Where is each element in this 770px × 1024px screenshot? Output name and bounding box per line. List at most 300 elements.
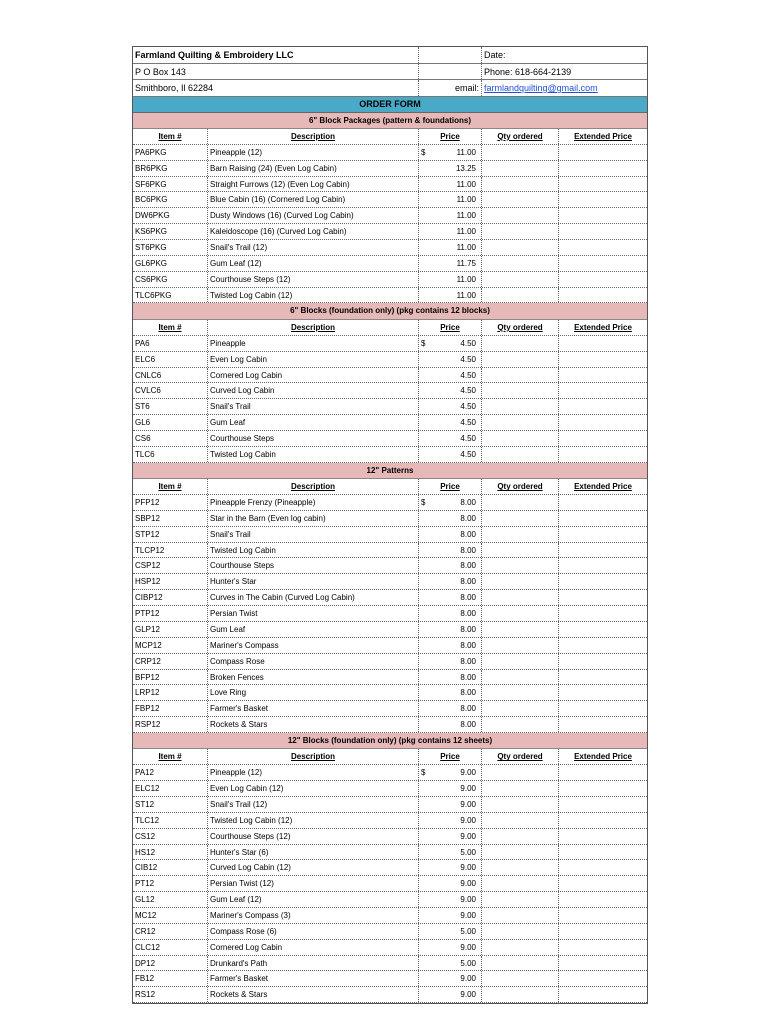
qty-ordered-input[interactable] xyxy=(482,527,559,542)
extended-price-cell xyxy=(559,543,647,558)
description-cell: Drunkard's Path xyxy=(208,956,419,971)
item-number-cell: CVLC6 xyxy=(133,383,208,398)
description-cell: Courthouse Steps xyxy=(208,558,419,573)
extended-price-cell xyxy=(559,876,647,891)
price-cell xyxy=(419,971,482,986)
order-form-banner: ORDER FORM xyxy=(133,97,647,113)
price-value: 5.00 xyxy=(460,926,476,936)
qty-ordered-input[interactable] xyxy=(482,971,559,986)
item-number-cell: GL12 xyxy=(133,892,208,907)
description-cell: Love Ring xyxy=(208,685,419,700)
table-row xyxy=(133,256,647,272)
header-spacer xyxy=(419,47,482,63)
price-value: 9.00 xyxy=(460,815,476,825)
table-row xyxy=(133,685,647,701)
description-cell: Pineapple (12) xyxy=(208,765,419,780)
qty-ordered-input[interactable] xyxy=(482,956,559,971)
table-row xyxy=(133,447,647,463)
description-cell: Snail's Trail (12) xyxy=(208,797,419,812)
price-cell xyxy=(419,892,482,907)
extended-price-cell xyxy=(559,670,647,685)
price-cell xyxy=(419,590,482,605)
price-cell xyxy=(419,256,482,271)
column-header-description: Description xyxy=(208,479,419,494)
description-cell: Mariner's Compass (3) xyxy=(208,908,419,923)
table-row xyxy=(133,590,647,606)
description-cell: Barn Raising (24) (Even Log Cabin) xyxy=(208,161,419,176)
item-number-cell: PTP12 xyxy=(133,606,208,621)
item-number-cell: TLC6 xyxy=(133,447,208,462)
table-row xyxy=(133,908,647,924)
item-number-cell: CSP12 xyxy=(133,558,208,573)
qty-ordered-input[interactable] xyxy=(482,383,559,398)
price-cell xyxy=(419,860,482,875)
column-header-extended: Extended Price xyxy=(574,322,632,332)
price-cell xyxy=(419,177,482,192)
extended-price-cell xyxy=(559,240,647,255)
price-cell xyxy=(419,845,482,860)
price-cell xyxy=(419,876,482,891)
price-value: 11.00 xyxy=(456,179,476,189)
price-cell xyxy=(419,622,482,637)
table-row xyxy=(133,352,647,368)
description-cell: Pineapple Frenzy (Pineapple) xyxy=(208,495,419,510)
extended-price-cell xyxy=(559,383,647,398)
extended-price-cell xyxy=(559,940,647,955)
item-number-cell: TLC6PKG xyxy=(133,288,208,303)
extended-price-cell xyxy=(559,256,647,271)
item-number-cell: ELC6 xyxy=(133,352,208,367)
qty-ordered-input[interactable] xyxy=(482,845,559,860)
description-cell: Pineapple xyxy=(208,336,419,351)
item-number-cell: CS6 xyxy=(133,431,208,446)
price-cell xyxy=(419,161,482,176)
extended-price-cell xyxy=(559,495,647,510)
item-number-cell: MCP12 xyxy=(133,638,208,653)
item-number-cell: ST6 xyxy=(133,399,208,414)
item-number-cell: GLP12 xyxy=(133,622,208,637)
qty-ordered-input[interactable] xyxy=(482,511,559,526)
table-row xyxy=(133,224,647,240)
item-number-cell: ELC12 xyxy=(133,781,208,796)
description-cell: Twisted Log Cabin (12) xyxy=(208,813,419,828)
table-row xyxy=(133,161,647,177)
qty-ordered-input[interactable] xyxy=(482,558,559,573)
qty-ordered-input[interactable] xyxy=(482,192,559,207)
qty-ordered-input[interactable] xyxy=(482,701,559,716)
table-row xyxy=(133,192,647,208)
column-header-item: Item # xyxy=(133,129,208,144)
description-cell: Snail's Trail xyxy=(208,399,419,414)
qty-ordered-input[interactable] xyxy=(482,399,559,414)
item-number-cell: CIB12 xyxy=(133,860,208,875)
table-row xyxy=(133,987,647,1003)
description-cell: Rockets & Stars xyxy=(208,987,419,1002)
description-cell: Farmer's Basket xyxy=(208,701,419,716)
price-value: 4.50 xyxy=(460,338,476,348)
qty-ordered-input[interactable] xyxy=(482,177,559,192)
item-number-cell: PA6PKG xyxy=(133,145,208,160)
qty-ordered-input[interactable] xyxy=(482,781,559,796)
description-cell: Gum Leaf xyxy=(208,415,419,430)
qty-ordered-input[interactable] xyxy=(482,145,559,160)
item-number-cell: CR12 xyxy=(133,924,208,939)
qty-ordered-input[interactable] xyxy=(482,272,559,287)
price-value: 9.00 xyxy=(460,911,476,921)
table-row xyxy=(133,860,647,876)
price-value: 4.50 xyxy=(460,402,476,412)
price-cell xyxy=(419,447,482,462)
extended-price-cell xyxy=(559,399,647,414)
price-cell xyxy=(419,543,482,558)
table-row xyxy=(133,415,647,431)
price-value: 8.00 xyxy=(460,688,476,698)
item-number-cell: CNLC6 xyxy=(133,368,208,383)
price-value: 9.00 xyxy=(460,990,476,1000)
description-cell: Even Log Cabin (12) xyxy=(208,781,419,796)
qty-ordered-input[interactable] xyxy=(482,654,559,669)
price-cell xyxy=(419,670,482,685)
price-cell xyxy=(419,813,482,828)
price-value: 8.00 xyxy=(460,704,476,714)
price-cell xyxy=(419,654,482,669)
description-cell: Mariner's Compass xyxy=(208,638,419,653)
price-value: 4.50 xyxy=(460,354,476,364)
company-name: Farmland Quilting & Embroidery LLC xyxy=(133,47,419,63)
table-row xyxy=(133,558,647,574)
price-cell xyxy=(419,717,482,732)
price-value: 8.00 xyxy=(460,545,476,555)
extended-price-cell xyxy=(559,685,647,700)
price-cell xyxy=(419,431,482,446)
item-number-cell: DP12 xyxy=(133,956,208,971)
price-value: 8.00 xyxy=(460,513,476,523)
description-cell: Curves in The Cabin (Curved Log Cabin) xyxy=(208,590,419,605)
qty-ordered-input[interactable] xyxy=(482,987,559,1002)
extended-price-cell xyxy=(559,288,647,303)
price-value: 8.00 xyxy=(460,561,476,571)
extended-price-cell xyxy=(559,336,647,351)
description-cell: Pineapple (12) xyxy=(208,145,419,160)
qty-ordered-input[interactable] xyxy=(482,606,559,621)
table-row xyxy=(133,145,647,161)
column-header-row xyxy=(133,479,647,495)
table-row xyxy=(133,940,647,956)
item-number-cell: KS6PKG xyxy=(133,224,208,239)
table-row xyxy=(133,971,647,987)
table-row xyxy=(133,638,647,654)
qty-ordered-input[interactable] xyxy=(482,670,559,685)
qty-ordered-input[interactable] xyxy=(482,208,559,223)
column-header-qty: Qty ordered xyxy=(482,320,559,335)
price-value: 11.00 xyxy=(456,274,476,284)
description-cell: Courthouse Steps (12) xyxy=(208,272,419,287)
column-header-price: Price xyxy=(419,479,482,494)
section-title: 12" Blocks (foundation only) (pkg contains 12 sheets) xyxy=(133,733,647,750)
qty-ordered-input[interactable] xyxy=(482,908,559,923)
price-cell xyxy=(419,924,482,939)
qty-ordered-input[interactable] xyxy=(482,892,559,907)
price-cell xyxy=(419,685,482,700)
table-row xyxy=(133,431,647,447)
extended-price-cell xyxy=(559,892,647,907)
extended-price-cell xyxy=(559,797,647,812)
qty-ordered-input[interactable] xyxy=(482,415,559,430)
item-number-cell: PT12 xyxy=(133,876,208,891)
price-cell xyxy=(419,383,482,398)
item-number-cell: HS12 xyxy=(133,845,208,860)
qty-ordered-input[interactable] xyxy=(482,876,559,891)
qty-ordered-input[interactable] xyxy=(482,543,559,558)
qty-ordered-input[interactable] xyxy=(482,717,559,732)
table-row xyxy=(133,717,647,733)
extended-price-cell xyxy=(559,415,647,430)
price-value: 9.00 xyxy=(460,800,476,810)
table-row xyxy=(133,876,647,892)
qty-ordered-input[interactable] xyxy=(482,622,559,637)
price-value: 8.00 xyxy=(460,498,476,508)
price-value: 11.00 xyxy=(456,290,476,300)
column-header-description: Description xyxy=(208,320,419,335)
extended-price-cell xyxy=(559,765,647,780)
table-row xyxy=(133,924,647,940)
extended-price-cell xyxy=(559,971,647,986)
description-cell: Even Log Cabin xyxy=(208,352,419,367)
description-cell: Hunter's Star xyxy=(208,574,419,589)
description-cell: Twisted Log Cabin xyxy=(208,543,419,558)
table-row xyxy=(133,272,647,288)
price-cell xyxy=(419,558,482,573)
currency-symbol: $ xyxy=(421,338,426,348)
qty-ordered-input[interactable] xyxy=(482,765,559,780)
description-cell: Curved Log Cabin (12) xyxy=(208,860,419,875)
extended-price-cell xyxy=(559,829,647,844)
description-cell: Broken Fences xyxy=(208,670,419,685)
extended-price-cell xyxy=(559,161,647,176)
price-value: 8.00 xyxy=(460,656,476,666)
currency-symbol: $ xyxy=(421,147,426,157)
price-cell xyxy=(419,192,482,207)
description-cell: Hunter's Star (6) xyxy=(208,845,419,860)
table-row xyxy=(133,829,647,845)
address-line-2: Smithboro, Il 62284 xyxy=(133,80,419,96)
price-value: 9.00 xyxy=(460,879,476,889)
price-value: 11.75 xyxy=(456,258,476,268)
header-row-2 xyxy=(133,64,647,81)
qty-ordered-input[interactable] xyxy=(482,638,559,653)
description-cell: Gum Leaf (12) xyxy=(208,256,419,271)
table-row xyxy=(133,208,647,224)
extended-price-cell xyxy=(559,845,647,860)
extended-price-cell xyxy=(559,701,647,716)
price-value: 8.00 xyxy=(460,720,476,730)
table-row xyxy=(133,288,647,304)
sections-container xyxy=(133,113,647,1004)
table-row xyxy=(133,177,647,193)
qty-ordered-input[interactable] xyxy=(482,860,559,875)
table-row xyxy=(133,845,647,861)
price-value: 8.00 xyxy=(460,609,476,619)
price-value: 4.50 xyxy=(460,433,476,443)
extended-price-cell xyxy=(559,447,647,462)
description-cell: Courthouse Steps xyxy=(208,431,419,446)
extended-price-cell xyxy=(559,924,647,939)
price-value: 9.00 xyxy=(460,863,476,873)
item-number-cell: DW6PKG xyxy=(133,208,208,223)
price-cell xyxy=(419,781,482,796)
price-cell xyxy=(419,606,482,621)
price-cell xyxy=(419,829,482,844)
description-cell: Compass Rose xyxy=(208,654,419,669)
item-number-cell: PFP12 xyxy=(133,495,208,510)
price-value: 5.00 xyxy=(460,847,476,857)
item-number-cell: SBP12 xyxy=(133,511,208,526)
qty-ordered-input[interactable] xyxy=(482,336,559,351)
price-value: 11.00 xyxy=(456,195,476,205)
extended-price-cell xyxy=(559,145,647,160)
column-header-qty: Qty ordered xyxy=(482,749,559,764)
item-number-cell: PA6 xyxy=(133,336,208,351)
table-row xyxy=(133,574,647,590)
price-value: 8.00 xyxy=(460,593,476,603)
date-label[interactable]: Date: xyxy=(484,50,506,60)
price-value: 11.00 xyxy=(456,147,476,157)
email-link[interactable]: farmlandquilting@gmail.com xyxy=(484,83,598,93)
qty-ordered-input[interactable] xyxy=(482,368,559,383)
qty-ordered-input[interactable] xyxy=(482,224,559,239)
description-cell: Persian Twist (12) xyxy=(208,876,419,891)
column-header-qty: Qty ordered xyxy=(482,479,559,494)
extended-price-cell xyxy=(559,717,647,732)
item-number-cell: TLC12 xyxy=(133,813,208,828)
qty-ordered-input[interactable] xyxy=(482,685,559,700)
price-value: 11.00 xyxy=(456,227,476,237)
price-cell xyxy=(419,368,482,383)
price-value: 9.00 xyxy=(460,942,476,952)
qty-ordered-input[interactable] xyxy=(482,924,559,939)
table-row xyxy=(133,622,647,638)
table-row xyxy=(133,797,647,813)
column-header-description: Description xyxy=(208,129,419,144)
extended-price-cell xyxy=(559,987,647,1002)
item-number-cell: HSP12 xyxy=(133,574,208,589)
extended-price-cell xyxy=(559,177,647,192)
column-header-price: Price xyxy=(419,129,482,144)
description-cell: Curved Log Cabin xyxy=(208,383,419,398)
table-row xyxy=(133,654,647,670)
price-cell xyxy=(419,145,482,160)
qty-ordered-input[interactable] xyxy=(482,495,559,510)
qty-ordered-input[interactable] xyxy=(482,590,559,605)
column-header-item: Item # xyxy=(133,320,208,335)
description-cell: Snail's Trail xyxy=(208,527,419,542)
qty-ordered-input[interactable] xyxy=(482,431,559,446)
price-value: 11.00 xyxy=(456,243,476,253)
description-cell: Twisted Log Cabin (12) xyxy=(208,288,419,303)
table-row xyxy=(133,813,647,829)
price-value: 8.00 xyxy=(460,672,476,682)
phone-number: Phone: 618-664-2139 xyxy=(484,66,572,77)
qty-ordered-input[interactable] xyxy=(482,447,559,462)
qty-ordered-input[interactable] xyxy=(482,288,559,303)
qty-ordered-input[interactable] xyxy=(482,256,559,271)
qty-ordered-input[interactable] xyxy=(482,240,559,255)
description-cell: Snail's Trail (12) xyxy=(208,240,419,255)
extended-price-cell xyxy=(559,622,647,637)
extended-price-cell xyxy=(559,224,647,239)
extended-price-cell xyxy=(559,956,647,971)
price-value: 8.00 xyxy=(460,529,476,539)
item-number-cell: BR6PKG xyxy=(133,161,208,176)
table-row xyxy=(133,956,647,972)
table-row xyxy=(133,543,647,559)
item-number-cell: CRP12 xyxy=(133,654,208,669)
price-cell xyxy=(419,797,482,812)
price-value: 4.50 xyxy=(460,386,476,396)
table-row xyxy=(133,670,647,686)
table-row xyxy=(133,781,647,797)
table-row xyxy=(133,765,647,781)
column-header-extended: Extended Price xyxy=(574,752,632,762)
qty-ordered-input[interactable] xyxy=(482,813,559,828)
item-number-cell: GL6 xyxy=(133,415,208,430)
extended-price-cell xyxy=(559,908,647,923)
column-header-extended: Extended Price xyxy=(574,482,632,492)
column-header-qty: Qty ordered xyxy=(482,129,559,144)
currency-symbol: $ xyxy=(421,768,426,778)
extended-price-cell xyxy=(559,527,647,542)
extended-price-cell xyxy=(559,272,647,287)
price-value: 11.00 xyxy=(456,211,476,221)
price-cell xyxy=(419,638,482,653)
table-row xyxy=(133,892,647,908)
price-cell xyxy=(419,240,482,255)
price-value: 9.00 xyxy=(460,831,476,841)
header-row-3 xyxy=(133,80,647,97)
qty-ordered-input[interactable] xyxy=(482,352,559,367)
item-number-cell: CS6PKG xyxy=(133,272,208,287)
item-number-cell: STP12 xyxy=(133,527,208,542)
table-row xyxy=(133,240,647,256)
extended-price-cell xyxy=(559,431,647,446)
qty-ordered-input[interactable] xyxy=(482,161,559,176)
item-number-cell: RSP12 xyxy=(133,717,208,732)
price-cell xyxy=(419,987,482,1002)
price-cell xyxy=(419,288,482,303)
item-number-cell: FB12 xyxy=(133,971,208,986)
price-value: 9.00 xyxy=(460,895,476,905)
qty-ordered-input[interactable] xyxy=(482,940,559,955)
description-cell: Compass Rose (6) xyxy=(208,924,419,939)
qty-ordered-input[interactable] xyxy=(482,574,559,589)
item-number-cell: GL6PKG xyxy=(133,256,208,271)
order-form-sheet xyxy=(132,46,648,1004)
price-cell xyxy=(419,511,482,526)
section-title: 12" Patterns xyxy=(133,463,647,480)
price-cell xyxy=(419,336,482,351)
table-row xyxy=(133,527,647,543)
column-header-row xyxy=(133,749,647,765)
qty-ordered-input[interactable] xyxy=(482,797,559,812)
item-number-cell: PA12 xyxy=(133,765,208,780)
price-cell xyxy=(419,765,482,780)
column-header-price: Price xyxy=(419,749,482,764)
extended-price-cell xyxy=(559,860,647,875)
section-title: 6" Blocks (foundation only) (pkg contains 12 blocks) xyxy=(133,303,647,320)
extended-price-cell xyxy=(559,192,647,207)
qty-ordered-input[interactable] xyxy=(482,829,559,844)
extended-price-cell xyxy=(559,638,647,653)
